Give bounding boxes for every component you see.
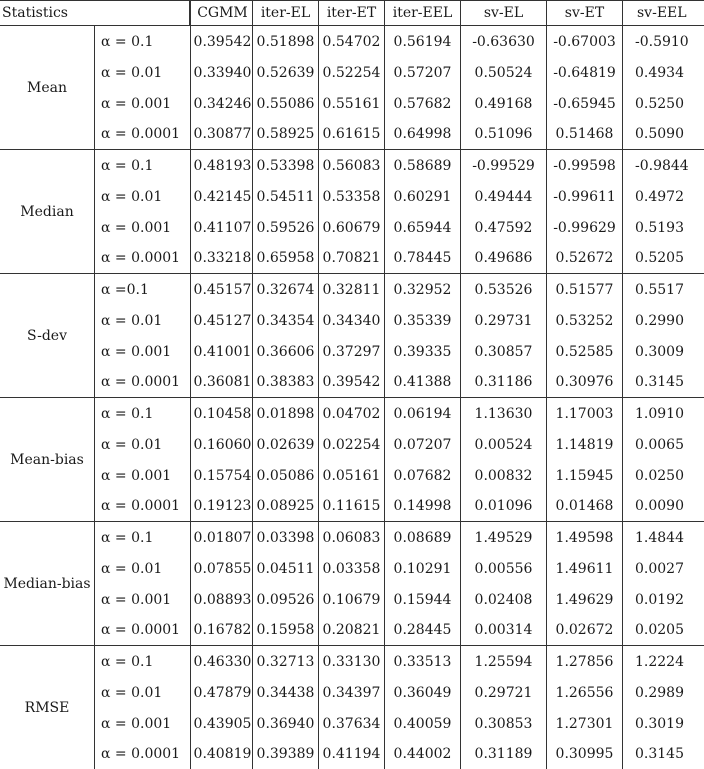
table-cell-value: 0.15754 <box>193 460 253 491</box>
table-cell-value: -0.67003 <box>547 26 623 57</box>
table-cell-value: 0.5090 <box>623 119 704 150</box>
table-cell-value: 1.15945 <box>547 460 623 491</box>
table-cell-value: 0.0090 <box>623 491 704 522</box>
table-cell-value: 0.30976 <box>547 367 623 398</box>
table-cell-value: 0.02639 <box>253 429 319 460</box>
table-cell-value: 0.50524 <box>461 57 547 88</box>
table-cell-value: 0.39542 <box>319 367 385 398</box>
table-cell-value: -0.63630 <box>461 26 547 57</box>
table-cell-value: 0.46330 <box>193 646 253 677</box>
table-cell-value: 1.27856 <box>547 646 623 677</box>
table-cell-value: 0.01096 <box>461 491 547 522</box>
table-cell-value: 0.33940 <box>193 57 253 88</box>
stat-label: Mean <box>0 26 95 150</box>
stat-label: Median <box>0 150 95 274</box>
header-sv-el: sv-EL <box>461 0 547 26</box>
alpha-label: α = 0.001 <box>101 467 172 484</box>
table-cell-value: 0.2990 <box>635 312 684 329</box>
table-cell-value: 0.32674 <box>253 274 319 305</box>
table-cell-value: 0.14998 <box>385 491 461 522</box>
table-cell-value: 0.30853 <box>461 708 547 739</box>
alpha-label: α = 0.0001 <box>95 739 190 769</box>
table-cell-value: 0.42145 <box>193 181 253 212</box>
header-iter-el: iter-EL <box>253 0 319 26</box>
alpha-label: α = 0.01 <box>101 64 163 81</box>
table-cell-value: 0.32811 <box>319 274 385 305</box>
table-cell-value: 0.0205 <box>623 615 704 646</box>
table-cell-value: 0.53398 <box>253 150 319 181</box>
alpha-label: α = 0.01 <box>101 312 163 329</box>
header-cgmm: CGMM <box>193 0 253 26</box>
table-cell-value: 0.04702 <box>319 398 385 429</box>
table-cell-value: 1.4844 <box>635 529 684 546</box>
table-cell-value: 1.27301 <box>547 708 623 739</box>
table-cell-value: 0.16782 <box>193 615 253 646</box>
table-cell-value: 0.01807 <box>193 522 253 553</box>
table-cell-value: -0.99611 <box>547 181 623 212</box>
table-cell-value: 0.47879 <box>193 677 253 708</box>
table-cell-value: 0.0250 <box>635 467 684 484</box>
table-cell-value: 0.40819 <box>193 739 253 769</box>
table-cell-value: 0.70821 <box>319 243 385 274</box>
table-cell-value: 0.29721 <box>461 677 547 708</box>
table-cell-value: 0.5205 <box>623 243 704 274</box>
table-cell-value: 0.39542 <box>193 26 253 57</box>
table-cell-value: 1.26556 <box>547 677 623 708</box>
stat-label: RMSE <box>0 646 95 769</box>
alpha-label: α = 0.1 <box>101 653 154 670</box>
table-cell-value: 0.52639 <box>253 57 319 88</box>
alpha-label: α = 0.1 <box>101 405 154 422</box>
table-cell-value: 0.65944 <box>385 212 461 243</box>
table-cell-value: 0.5250 <box>635 95 684 112</box>
table-cell-value: 0.52254 <box>319 57 385 88</box>
table-cell-value: 0.08689 <box>385 522 461 553</box>
table-cell-value: 0.56194 <box>385 26 461 57</box>
table-cell-value: 0.49686 <box>461 243 547 274</box>
alpha-label: α = 0.001 <box>101 715 172 732</box>
alpha-label: α = 0.001 <box>101 95 172 112</box>
table-cell-value: 0.05086 <box>253 460 319 491</box>
table-cell-value: 0.19123 <box>193 491 253 522</box>
table-cell-value: 0.37297 <box>319 336 385 367</box>
table-cell-value: 0.08893 <box>193 584 253 615</box>
table-cell-value: 0.4972 <box>635 188 684 205</box>
table-cell-value: 0.48193 <box>193 150 253 181</box>
table-cell-value: 0.34438 <box>253 677 319 708</box>
table-cell-value: 0.41107 <box>193 212 253 243</box>
alpha-label: α = 0.001 <box>101 591 172 608</box>
table-cell-value: 0.3009 <box>635 343 684 360</box>
table-cell-value: 1.49629 <box>547 584 623 615</box>
alpha-label: α = 0.0001 <box>95 119 190 150</box>
table-cell-value: 1.14819 <box>547 429 623 460</box>
table-cell-value: 0.30995 <box>547 739 623 769</box>
table-cell-value: 0.41388 <box>385 367 461 398</box>
table-cell-value: 0.05161 <box>319 460 385 491</box>
table-cell-value: 0.41194 <box>319 739 385 769</box>
alpha-label: α = 0.001 <box>101 219 172 236</box>
table-cell-value: 0.06083 <box>319 522 385 553</box>
table-cell-value: 0.34340 <box>319 305 385 336</box>
table-cell-value: 0.55086 <box>253 88 319 119</box>
table-cell-value: 0.61615 <box>319 119 385 150</box>
table-cell-value: 0.47592 <box>461 212 547 243</box>
table-cell-value: 0.54702 <box>319 26 385 57</box>
table-cell-value: 0.36606 <box>253 336 319 367</box>
table-cell-value: 0.60679 <box>319 212 385 243</box>
table-cell-value: 1.49598 <box>547 522 623 553</box>
table-cell-value: 0.29731 <box>461 305 547 336</box>
header-iter-et: iter-ET <box>319 0 385 26</box>
table-cell-value: 0.51577 <box>547 274 623 305</box>
table-cell-value: -0.65945 <box>547 88 623 119</box>
table-cell-value: 0.15958 <box>253 615 319 646</box>
table-cell-value: 0.57682 <box>385 88 461 119</box>
table-cell-value: 0.3145 <box>623 739 704 769</box>
table-cell-value: 0.09526 <box>253 584 319 615</box>
table-cell-value: 0.49444 <box>461 181 547 212</box>
table-cell-value: 1.17003 <box>547 398 623 429</box>
table-cell-value: 0.07207 <box>385 429 461 460</box>
table-cell-value: 0.07855 <box>193 553 253 584</box>
table-cell-value: 0.38383 <box>253 367 319 398</box>
table-cell-value: 0.34246 <box>193 88 253 119</box>
table-cell-value: 0.39335 <box>385 336 461 367</box>
table-cell-value: 0.03358 <box>319 553 385 584</box>
table-cell-value: 0.01468 <box>547 491 623 522</box>
table-cell-value: 0.00314 <box>461 615 547 646</box>
table-cell-value: 0.55161 <box>319 88 385 119</box>
table-cell-value: -0.99529 <box>461 150 547 181</box>
table-cell-value: 1.49611 <box>547 553 623 584</box>
table-cell-value: 0.43905 <box>193 708 253 739</box>
table-cell-value: 0.16060 <box>193 429 253 460</box>
alpha-label: α = 0.01 <box>101 188 163 205</box>
table-cell-value: 0.36940 <box>253 708 319 739</box>
table-cell-value: 0.31186 <box>461 367 547 398</box>
table-cell-value: -0.64819 <box>547 57 623 88</box>
table-cell-value: 0.07682 <box>385 460 461 491</box>
table-cell-value: 0.45127 <box>193 305 253 336</box>
header-sv-et: sv-ET <box>547 0 623 26</box>
table-cell-value: 0.30877 <box>193 119 253 150</box>
table-cell-value: 0.00524 <box>461 429 547 460</box>
table-cell-value: 0.52585 <box>547 336 623 367</box>
table-cell-value: 0.35339 <box>385 305 461 336</box>
table-cell-value: 0.34397 <box>319 677 385 708</box>
table-cell-value: 0.03398 <box>253 522 319 553</box>
table-cell-value: 0.53526 <box>461 274 547 305</box>
alpha-label: α = 0.1 <box>101 33 154 50</box>
table-cell-value: 0.02254 <box>319 429 385 460</box>
table-cell-value: -0.5910 <box>635 33 689 50</box>
table-cell-value: 0.34354 <box>253 305 319 336</box>
table-cell-value: 0.06194 <box>385 398 461 429</box>
table-cell-value: 0.58689 <box>385 150 461 181</box>
table-cell-value: 0.0192 <box>635 591 684 608</box>
table-cell-value: 0.2989 <box>635 684 684 701</box>
header-statistics: Statistics <box>0 0 190 26</box>
stat-label: S-dev <box>0 274 95 398</box>
alpha-label: α = 0.0001 <box>95 615 190 646</box>
table-cell-value: 0.51096 <box>461 119 547 150</box>
table-cell-value: 0.52672 <box>547 243 623 274</box>
table-cell-value: 0.40059 <box>385 708 461 739</box>
table-cell-value: 0.64998 <box>385 119 461 150</box>
table-cell-value: 0.3019 <box>635 715 684 732</box>
table-cell-value: 0.10458 <box>193 398 253 429</box>
table-cell-value: 0.60291 <box>385 181 461 212</box>
table-cell-value: 0.45157 <box>193 274 253 305</box>
alpha-label: α =0.1 <box>101 281 149 298</box>
table-cell-value: 0.53252 <box>547 305 623 336</box>
table-cell-value: 1.0910 <box>635 405 684 422</box>
table-cell-value: 0.4934 <box>635 64 684 81</box>
table-cell-value: 0.01898 <box>253 398 319 429</box>
alpha-label: α = 0.0001 <box>95 367 190 398</box>
table-cell-value: 0.10679 <box>319 584 385 615</box>
table-cell-value: 0.04511 <box>253 553 319 584</box>
table-cell-value: 0.00556 <box>461 553 547 584</box>
table-cell-value: 1.25594 <box>461 646 547 677</box>
header-sv-eel: sv-EEL <box>623 0 704 26</box>
table-cell-value: -0.9844 <box>635 157 689 174</box>
alpha-label: α = 0.01 <box>101 684 163 701</box>
table-cell-value: 1.2224 <box>635 653 684 670</box>
table-cell-value: 1.13630 <box>461 398 547 429</box>
table-cell-value: 0.5517 <box>635 281 684 298</box>
table-cell-value: 0.0065 <box>635 436 684 453</box>
table-cell-value: 0.33218 <box>193 243 253 274</box>
table-cell-value: 0.10291 <box>385 553 461 584</box>
alpha-label: α = 0.01 <box>101 436 163 453</box>
header-iter-eel: iter-EEL <box>385 0 461 26</box>
table-cell-value: 0.49168 <box>461 88 547 119</box>
table-cell-value: 0.78445 <box>385 243 461 274</box>
table-cell-value: 0.56083 <box>319 150 385 181</box>
table-cell-value: 0.37634 <box>319 708 385 739</box>
table-cell-value: 0.57207 <box>385 57 461 88</box>
table-cell-value: 0.32713 <box>253 646 319 677</box>
table-cell-value: -0.99598 <box>547 150 623 181</box>
table-cell-value: 0.53358 <box>319 181 385 212</box>
table-cell-value: 0.02672 <box>547 615 623 646</box>
table-cell-value: -0.99629 <box>547 212 623 243</box>
alpha-label: α = 0.1 <box>101 157 154 174</box>
table-cell-value: 1.49529 <box>461 522 547 553</box>
table-cell-value: 0.51468 <box>547 119 623 150</box>
table-cell-value: 0.28445 <box>385 615 461 646</box>
stat-label: Median-bias <box>0 522 95 646</box>
table-cell-value: 0.44002 <box>385 739 461 769</box>
alpha-label: α = 0.01 <box>101 560 163 577</box>
table-cell-value: 0.32952 <box>385 274 461 305</box>
table-cell-value: 0.08925 <box>253 491 319 522</box>
table-cell-value: 0.20821 <box>319 615 385 646</box>
table-cell-value: 0.41001 <box>193 336 253 367</box>
table-cell-value: 0.36081 <box>193 367 253 398</box>
table-cell-value: 0.54511 <box>253 181 319 212</box>
table-cell-value: 0.33130 <box>319 646 385 677</box>
table-cell-value: 0.3145 <box>623 367 704 398</box>
table-cell-value: 0.51898 <box>253 26 319 57</box>
table-cell-value: 0.58925 <box>253 119 319 150</box>
table-cell-value: 0.00832 <box>461 460 547 491</box>
table-cell-value: 0.5193 <box>635 219 684 236</box>
alpha-label: α = 0.0001 <box>95 491 190 522</box>
table-cell-value: 0.30857 <box>461 336 547 367</box>
table-cell-value: 0.39389 <box>253 739 319 769</box>
alpha-label: α = 0.001 <box>101 343 172 360</box>
table-cell-value: 0.65958 <box>253 243 319 274</box>
table-cell-value: 0.0027 <box>635 560 684 577</box>
alpha-label: α = 0.1 <box>101 529 154 546</box>
table-cell-value: 0.33513 <box>385 646 461 677</box>
table-cell-value: 0.36049 <box>385 677 461 708</box>
stat-label: Mean-bias <box>0 398 95 522</box>
table-cell-value: 0.11615 <box>319 491 385 522</box>
alpha-label: α = 0.0001 <box>95 243 190 274</box>
table-cell-value: 0.31189 <box>461 739 547 769</box>
table-cell-value: 0.15944 <box>385 584 461 615</box>
table-cell-value: 0.02408 <box>461 584 547 615</box>
table-cell-value: 0.59526 <box>253 212 319 243</box>
